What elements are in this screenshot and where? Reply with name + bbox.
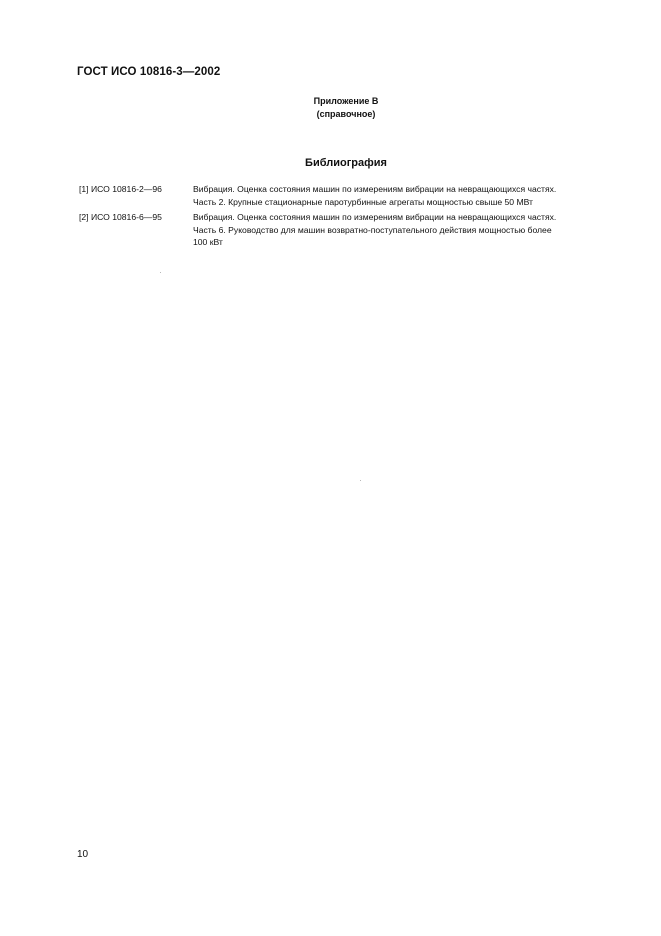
bibliography-entry — [79, 211, 624, 249]
scan-speck — [360, 480, 361, 481]
bibliography-line: Вибрация. Оценка состояния машин по измерениям вибрации на невращающихся частях. — [193, 212, 557, 222]
page-number: 10 — [77, 849, 89, 860]
bibliography-line: Часть 6. Руководство для машин возвратно-поступательного действия мощностью более — [193, 224, 552, 235]
bibliography-reference: [2] ИСО 10816-6—95 — [79, 212, 162, 222]
document-code: ГОСТ ИСО 10816-3—2002 — [77, 66, 221, 78]
bibliography-entry — [79, 183, 624, 208]
bibliography-list — [79, 183, 624, 252]
bibliography-line: 100 кВт — [193, 237, 223, 247]
annex-title: Приложение В — [313, 96, 379, 106]
bibliography-heading: Библиография — [305, 157, 387, 169]
bibliography-description — [193, 211, 624, 249]
bibliography-line: Вибрация. Оценка состояния машин по измерениям вибрации на невращающихся частях. — [193, 184, 557, 194]
bibliography-line: Часть 2. Крупные стационарные паротурбинные агрегаты мощностью свыше 50 МВт — [193, 196, 533, 207]
scan-speck — [160, 272, 161, 273]
bibliography-reference: [1] ИСО 10816-2—96 — [79, 184, 162, 194]
annex-type: (справочное) — [316, 109, 376, 119]
bibliography-description — [193, 183, 624, 208]
